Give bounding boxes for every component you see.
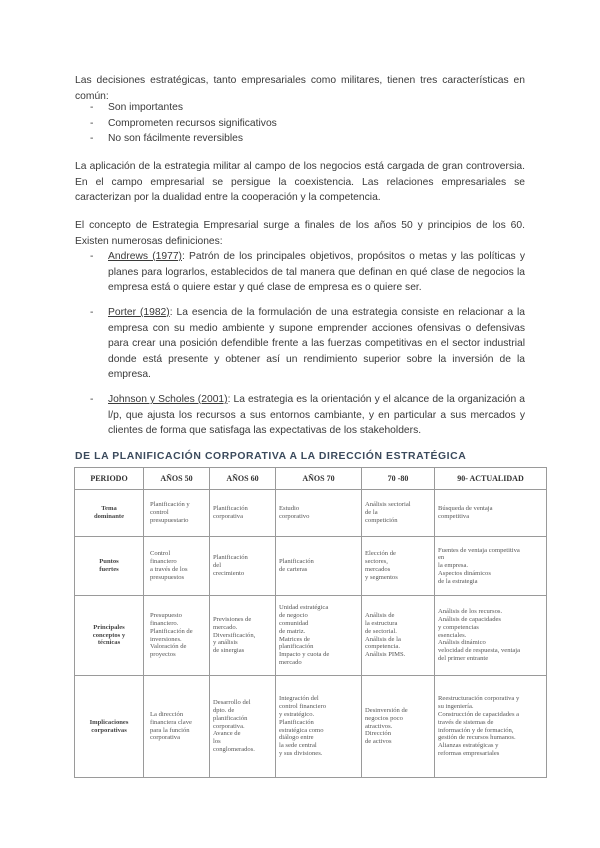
- table-cell: Previsiones de mercado. Diversificación, y análisis de sinergias: [210, 596, 276, 676]
- table-cell: Planificación y control presupuestario: [144, 490, 210, 537]
- list-item: - No son fácilmente reversibles: [90, 133, 244, 145]
- intro-paragraph: Las decisiones estratégicas, tanto empresariales como militares, tienen tres características en común:: [75, 75, 525, 102]
- table-heading: DE LA PLANIFICACIÓN CORPORATIVA A LA DIRECCIÓN ESTRATÉGICA: [75, 451, 467, 462]
- table-row: [75, 537, 547, 596]
- table-cell: Análisis de la estructura de sectorial. Análisis de la competencia. Análisis PIMS.: [362, 596, 435, 676]
- table-cell: Desarrollo del dpto. de planificación corporativa. Avance de los conglomerados.: [210, 676, 276, 778]
- table-cell: Unidad estratégica de negocio comunidad de matriz. Matrices de planificación Impacto y cuota de mercado: [276, 596, 362, 676]
- table-cell: Desinversión de negocios poco atractivos. Dirección de activos: [362, 676, 435, 778]
- definitions-list: [75, 305, 525, 383]
- list-item: - Comprometen recursos significativos: [90, 117, 277, 129]
- author-name: Porter (1982): [108, 307, 170, 318]
- author-name: Johnson y Scholes (2001): [108, 394, 228, 405]
- table-cell: Elección de sectores, mercados y segmentos: [362, 537, 435, 596]
- characteristics-list: [75, 100, 525, 147]
- row-header: Tema dominante: [75, 490, 144, 537]
- table-row: [75, 490, 547, 537]
- list-item: - Son importantes: [90, 102, 183, 113]
- row-header: Puntos fuertes: [75, 537, 144, 596]
- table-row: [75, 676, 547, 778]
- row-header: Implicaciones corporativas: [75, 676, 144, 778]
- table-cell: Fuentes de ventaja competitiva en la empresa. Aspectos dinámicos de la estrategia: [435, 537, 547, 596]
- table-header-row: [75, 468, 547, 490]
- column-header: AÑOS 50: [144, 468, 210, 490]
- table-cell: Reestructuración corporativa y su ingeniería. Construcción de capacidades a través de sistemas de información y de formación, gestión de recursos humanos. Alianzas estratégicas y reformas empresariales: [435, 676, 547, 778]
- table-cell: Planificación corporativa: [210, 490, 276, 537]
- definitions-list: [75, 392, 525, 439]
- table-cell: Presupuesto financiero. Planificación de inversiones. Valoración de proyectos: [144, 596, 210, 676]
- row-header: Principales conceptos y técnicas: [75, 596, 144, 676]
- table-cell: Control financiero a través de los presupuestos: [144, 537, 210, 596]
- table-cell: Estudio corporativo: [276, 490, 362, 537]
- controversy-paragraph: La aplicación de la estrategia militar al campo de los negocios está cargada de gran controversia. En el campo empresarial se persigue la coexistencia. Las relaciones empresariales se caracterizan por la dualidad entre la cooperación y la competencia.: [75, 161, 525, 204]
- column-header: 90- ACTUALIDAD: [435, 468, 547, 490]
- table-cell: Integración del control financiero y estratégico. Planificación estratégica como diálogo entre la sede central y sus divisiones.: [276, 676, 362, 778]
- table-cell: La dirección financiera clave para la función corporativa: [144, 676, 210, 778]
- definitions-list: [75, 249, 525, 296]
- concept-paragraph: El concepto de Estrategia Empresarial surge a finales de los años 50 y principios de los 60. Existen numerosas definiciones:: [75, 220, 525, 247]
- column-header: AÑOS 60: [210, 468, 276, 490]
- table-cell: Análisis de los recursos. Análisis de capacidades y competencias esenciales. Análisis dinámico velocidad de respuesta, ventaja del primer entrante: [435, 596, 547, 676]
- table-cell: Planificación de carteras: [276, 537, 362, 596]
- column-header: PERIODO: [75, 468, 144, 490]
- planning-table: [74, 467, 547, 778]
- table-row: [75, 596, 547, 676]
- table-cell: Búsqueda de ventaja competitiva: [435, 490, 547, 537]
- table-cell: Planificación del crecimiento: [210, 537, 276, 596]
- column-header: AÑOS 70: [276, 468, 362, 490]
- author-name: Andrews (1977): [108, 251, 182, 262]
- definition-item: - Johnson y Scholes (2001): La estrategia es la orientación y el alcance de la organización a l/p, que ajusta los recursos a sus entornos cambiante, y en particular a sus mercados y clientes de forma que satisfaga las expectativas de los stakeholders.: [90, 394, 525, 437]
- column-header: 70 -80: [362, 468, 435, 490]
- definition-item: - Porter (1982): La esencia de la formulación de una estrategia consiste en relacionar a la empresa con su medio ambiente y supone emprender acciones ofensivas o defensivas para crear una posición defendible frente a las fuerzas competitivas en el sector industrial donde está presente y obtener así un rendimiento superior sobre la inversión de la empresa.: [90, 307, 525, 381]
- definition-item: - Andrews (1977): Patrón de los principales objetivos, propósitos o metas y las políticas y planes para lograrlos, establecidos de tal manera que definan en qué clase de negocios la empresa está o quiere estar y qué clase de empresa es o quiere ser.: [90, 251, 526, 294]
- table-cell: Análisis sectorial de la competición: [362, 490, 435, 537]
